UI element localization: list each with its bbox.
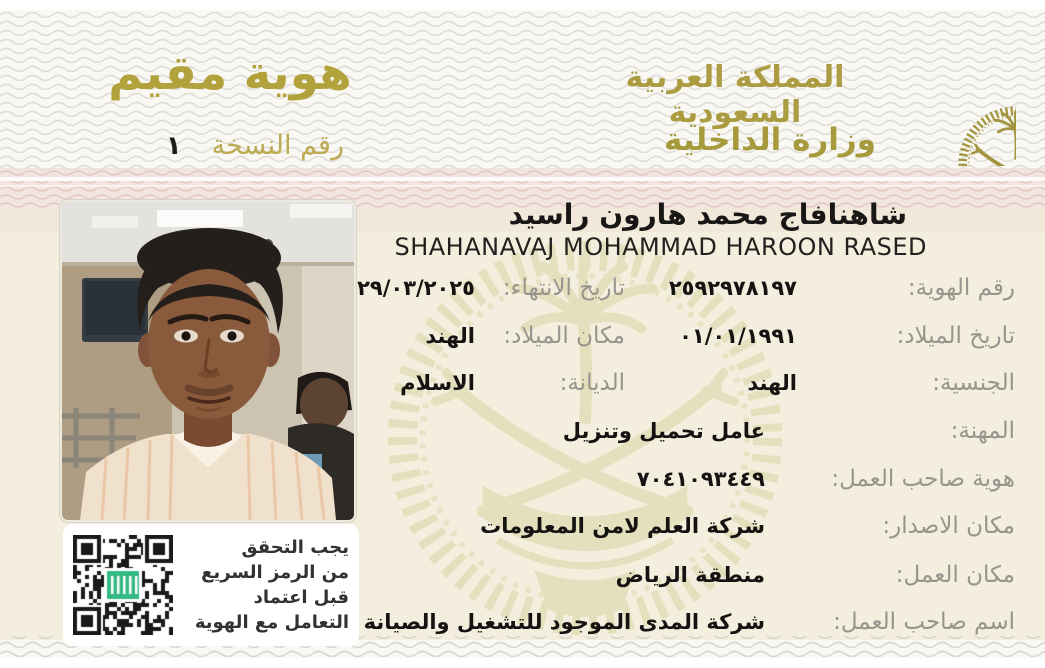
row-employer-name	[360, 609, 1015, 635]
holder-name-english: SHAHANAVAJ MOHAMMAD HAROON RASED	[394, 233, 927, 261]
qr-code-icon	[73, 535, 173, 635]
ministry-title: وزارة الداخلية	[664, 122, 876, 158]
row-id-expiry	[357, 275, 1015, 301]
birth-date-label: تاريخ الميلاد:	[896, 323, 1015, 349]
employer-id-label: هوية صاحب العمل:	[831, 466, 1015, 492]
issue-place-value: شركة العلم لامن المعلومات	[480, 514, 765, 538]
birth-place-label: مكان الميلاد:	[503, 323, 625, 349]
birth-date-value: ٠١/٠١/١٩٩١	[679, 324, 797, 348]
version-row	[108, 130, 344, 161]
row-work-place	[360, 562, 1015, 588]
qr-notice-line: قبل اعتماد	[253, 587, 349, 608]
qr-notice-line: يجب التحقق	[241, 537, 349, 558]
expiry-date-label: تاريخ الانتهاء:	[502, 275, 625, 301]
qr-notice-line: من الرمز السريع	[201, 562, 349, 583]
version-number: ١	[165, 131, 182, 161]
work-place-label: مكان العمل:	[895, 562, 1015, 588]
id-number-label: رقم الهوية:	[907, 275, 1015, 301]
nationality-label: الجنسية:	[932, 370, 1015, 396]
birth-place-value: الهند	[425, 324, 475, 348]
employer-name-value: شركة المدى الموجود للتشغيل والصيانة	[363, 610, 765, 634]
work-place-value: منطقة الرياض	[615, 563, 765, 587]
issue-place-label: مكان الاصدار:	[882, 513, 1015, 539]
row-birth	[360, 323, 1015, 349]
row-employer-id	[360, 466, 1015, 492]
row-profession	[360, 418, 1015, 444]
moi-emblem-icon	[888, 34, 1016, 166]
employer-id-value: ٧٠٤١٠٩٣٤٤٩	[636, 467, 765, 491]
fields-section	[357, 275, 1015, 668]
expiry-date-value: ٢٩/٠٣/٢٠٢٥	[357, 276, 475, 300]
version-label: رقم النسخة	[211, 130, 344, 161]
profession-value: عامل تحميل وتنزيل	[562, 419, 765, 443]
religion-value: الاسلام	[400, 371, 475, 395]
card-type-title: هوية مقيم	[108, 46, 352, 101]
kingdom-title: المملكة العربية السعودية	[625, 60, 845, 130]
profession-label: المهنة:	[950, 418, 1015, 444]
qr-notice-line: التعامل مع الهوية	[194, 612, 349, 633]
row-issue-place	[360, 513, 1015, 539]
row-nationality-religion	[360, 370, 1015, 396]
holder-photo	[60, 200, 356, 522]
religion-label: الديانة:	[559, 370, 625, 396]
nationality-value: الهند	[747, 371, 797, 395]
employer-name-label: اسم صاحب العمل:	[833, 609, 1015, 635]
qr-verification-box	[63, 524, 359, 646]
holder-name-arabic: شاهنافاج محمد هارون راسيد	[508, 198, 907, 231]
id-number-value: ٢٥٩٢٩٧٨١٩٧	[668, 276, 797, 300]
qr-notice-text	[183, 535, 349, 635]
